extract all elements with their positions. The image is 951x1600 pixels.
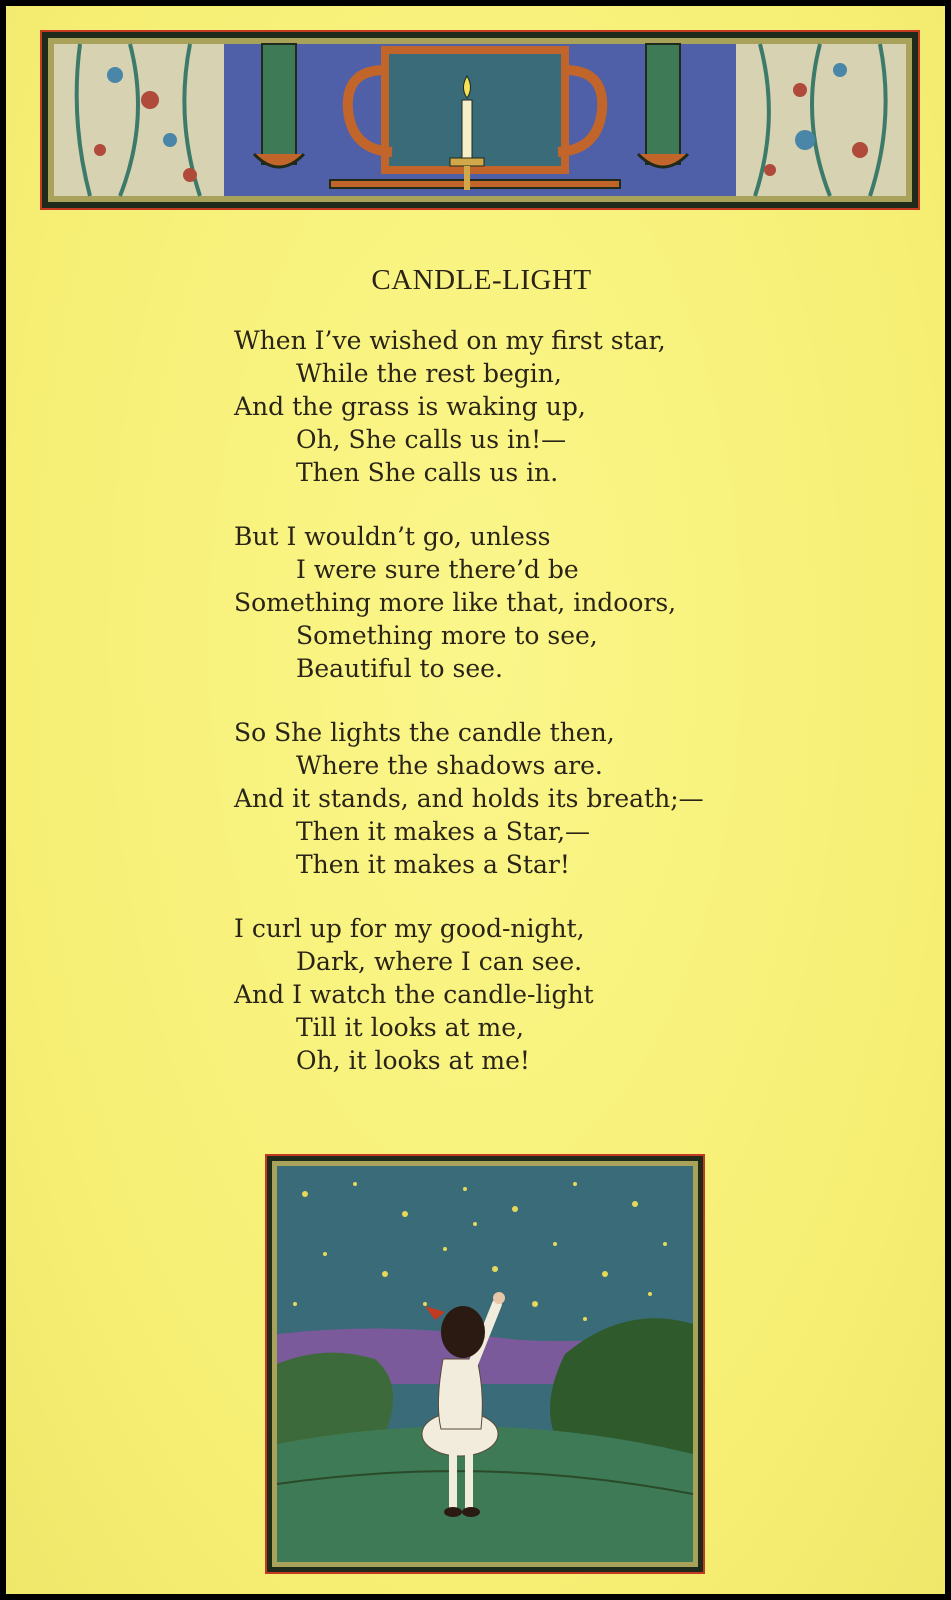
poem-line: Something more to see,: [296, 621, 598, 650]
stanza: [234, 324, 854, 489]
poem-line: When I’ve wished on my first star,: [234, 326, 666, 355]
poem-line: Dark, where I can see.: [296, 947, 583, 976]
poem-line: While the rest begin,: [296, 359, 562, 388]
poem-line: Then it makes a Star,—: [296, 817, 591, 846]
poem-line: And I watch the candle-light: [234, 980, 594, 1009]
stanza: [234, 716, 854, 881]
poem-line: And the grass is waking up,: [234, 392, 586, 421]
poem-line: I curl up for my good-night,: [234, 914, 585, 943]
stanza: [234, 912, 854, 1077]
poem-line: Where the shadows are.: [296, 751, 603, 780]
poem-line: Then She calls us in.: [296, 458, 559, 487]
poem-line: So She lights the candle then,: [234, 718, 615, 747]
poem-line: Something more like that, indoors,: [234, 588, 677, 617]
poem-line: And it stands, and holds its breath;—: [234, 784, 704, 813]
stanza: [234, 520, 854, 685]
poem-line: Oh, it looks at me!: [296, 1046, 530, 1075]
girl-under-stars-illustration: [265, 1154, 705, 1574]
poem-line: Beautiful to see.: [296, 654, 503, 683]
poem-line: Then it makes a Star!: [296, 850, 570, 879]
poem-title: CANDLE-LIGHT: [371, 264, 592, 296]
poem-line: I were sure there’d be: [296, 555, 579, 584]
candle-banner-illustration: [40, 30, 920, 210]
book-page: [6, 6, 945, 1594]
poem-body: [234, 324, 854, 1108]
poem-line: But I wouldn’t go, unless: [234, 522, 551, 551]
poem-line: Till it looks at me,: [296, 1013, 524, 1042]
poem-line: Oh, She calls us in!—: [296, 425, 567, 454]
